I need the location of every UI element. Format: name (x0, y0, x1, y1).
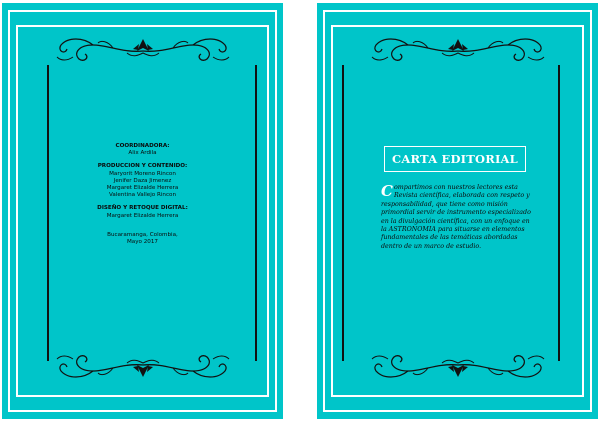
top-ornament-icon (368, 31, 548, 71)
right-vertical-rule (255, 65, 257, 361)
credits-name: Margaret Elizalde Herrera (106, 212, 179, 219)
right-vertical-rule (558, 65, 560, 361)
editorial-text: ompartimos con nuestros lectores esta Revista científica, elaborada con respeto y responsabilidad, que tiene como misión primordial servir de instrumento especializado en la divulgación científica, con un enfoque en la ASTRONOMIA para situarse en elementos fundamentales de las temáticas abordadas dentro de un marco de estudio. (381, 184, 531, 250)
editorial-body (381, 184, 537, 251)
left-page (2, 3, 283, 419)
credits-heading: PRODUCCION Y CONTENIDO: (97, 163, 188, 170)
date-text: Mayo 2017 (126, 239, 158, 246)
left-vertical-rule (342, 65, 344, 361)
page-title (384, 146, 526, 172)
credits-heading: DISEÑO Y RETOQUE DIGITAL: (97, 205, 188, 212)
right-page (317, 3, 598, 419)
credits-heading: COORDINADORA: (115, 143, 170, 149)
title-text: CARTA EDITORIAL (392, 152, 518, 166)
credits-name: Margaret Elizalde Herrera (106, 185, 179, 192)
bottom-ornament-icon (53, 345, 233, 385)
credits-name: Alix Ardila (128, 150, 157, 157)
top-ornament-icon (53, 31, 233, 71)
bottom-ornament-icon (368, 345, 548, 385)
drop-cap: C (381, 182, 393, 200)
credits-name: Valentina Vallejo Rincon (108, 192, 176, 199)
credits-name: Maryorit Moreno Rincon (109, 170, 176, 177)
credits-block (42, 143, 243, 246)
credits-name: Jenifer Daza Jimenez (113, 177, 172, 184)
place-text: Bucaramanga, Colombia, (107, 231, 178, 238)
